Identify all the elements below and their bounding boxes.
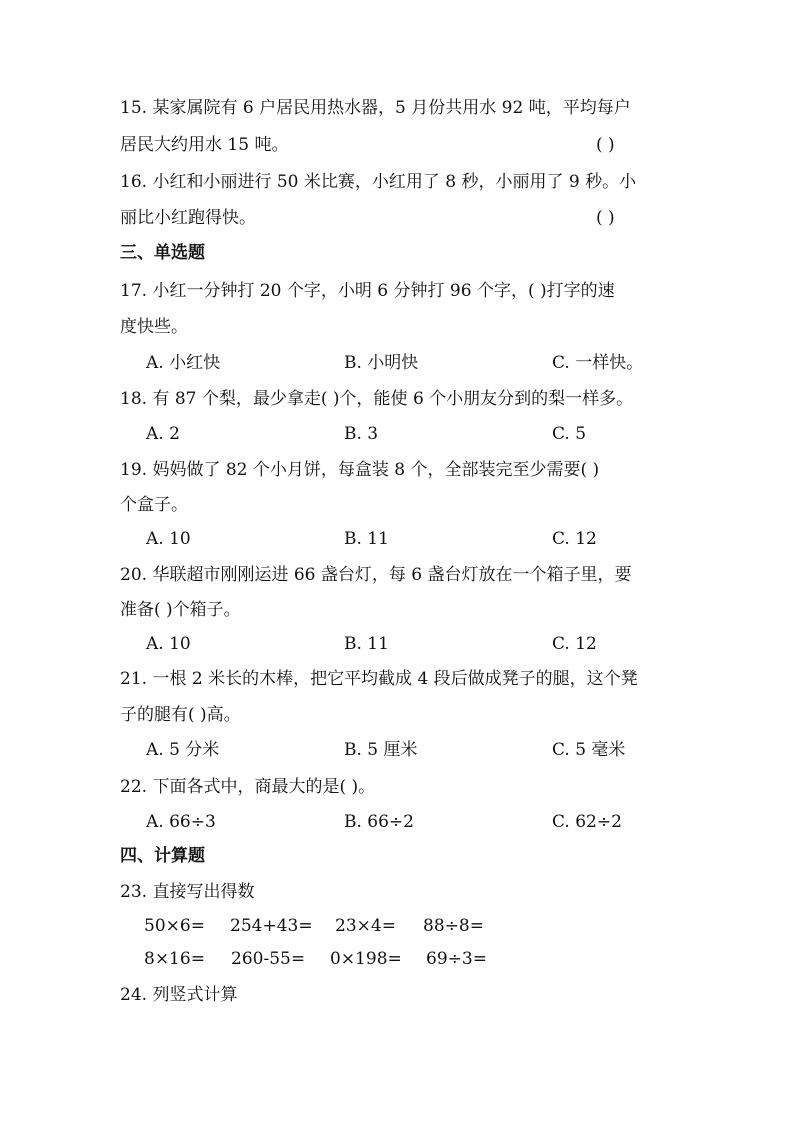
question-16-line-1: 16. 小红和小丽进行 50 米比赛，小红用了 8 秒，小丽用了 9 秒。小 <box>120 172 637 192</box>
q21-option-b[interactable]: B. 5 厘米 <box>344 740 418 760</box>
calc-item: 23×4= <box>335 916 396 936</box>
calc-item: 88÷8= <box>423 916 484 936</box>
question-21-line-2: 子的腿有( )高。 <box>120 705 241 725</box>
q22-option-a[interactable]: A. 66÷3 <box>146 812 216 832</box>
question-24-title: 24. 列竖式计算 <box>120 985 238 1005</box>
q21-option-a[interactable]: A. 5 分米 <box>146 740 220 760</box>
question-18-line-1: 18. 有 87 个梨，最少拿走( )个，能使 6 个小朋友分到的梨一样多。 <box>120 389 634 409</box>
calc-item: 0×198= <box>330 949 402 969</box>
q17-option-b[interactable]: B. 小明快 <box>344 353 419 373</box>
q21-option-c[interactable]: C. 5 毫米 <box>552 740 626 760</box>
q22-option-b[interactable]: B. 66÷2 <box>344 812 414 832</box>
question-17-line-2: 度快些。 <box>120 317 188 337</box>
question-15-line-2: 居民大约用水 15 吨。 <box>120 135 289 155</box>
q17-option-c[interactable]: C. 一样快。 <box>552 353 644 373</box>
calc-item: 260-55= <box>231 949 306 969</box>
section-title-single-choice: 三、单选题 <box>120 243 205 263</box>
q18-option-b[interactable]: B. 3 <box>344 424 379 444</box>
question-20-line-2: 准备( )个箱子。 <box>120 600 241 620</box>
q18-option-a[interactable]: A. 2 <box>146 424 180 444</box>
question-19-line-1: 19. 妈妈做了 82 个小月饼，每盒装 8 个，全部装完至少需要( ) <box>120 460 600 480</box>
q19-option-b[interactable]: B. 11 <box>344 529 389 549</box>
question-20-line-1: 20. 华联超市刚刚运进 66 盏台灯，每 6 盏台灯放在一个箱子里，要 <box>120 565 632 585</box>
question-17-line-1: 17. 小红一分钟打 20 个字，小明 6 分钟打 96 个字，( )打字的速 <box>120 281 615 301</box>
question-23-title: 23. 直接写出得数 <box>120 882 255 902</box>
question-16-line-2: 丽比小红跑得快。 <box>120 208 256 228</box>
q19-option-a[interactable]: A. 10 <box>146 529 191 549</box>
q20-option-a[interactable]: A. 10 <box>146 634 191 654</box>
question-21-line-1: 21. 一根 2 米长的木棒，把它平均截成 4 段后做成凳子的腿，这个凳 <box>120 669 638 689</box>
calc-item: 69÷3= <box>426 949 487 969</box>
q20-option-b[interactable]: B. 11 <box>344 634 389 654</box>
q18-option-c[interactable]: C. 5 <box>552 424 587 444</box>
question-22-line-1: 22. 下面各式中，商最大的是( )。 <box>120 777 376 797</box>
q17-option-a[interactable]: A. 小红快 <box>146 353 221 373</box>
q20-option-c[interactable]: C. 12 <box>552 634 597 654</box>
answer-blank-15[interactable]: ( ) <box>596 135 615 155</box>
calc-item: 50×6= <box>144 916 205 936</box>
q22-option-c[interactable]: C. 62÷2 <box>552 812 622 832</box>
calc-item: 8×16= <box>144 949 205 969</box>
answer-blank-16[interactable]: ( ) <box>596 208 615 228</box>
q19-option-c[interactable]: C. 12 <box>552 529 597 549</box>
calc-item: 254+43= <box>230 916 313 936</box>
question-19-line-2: 个盒子。 <box>120 495 188 515</box>
question-15-line-1: 15. 某家属院有 6 户居民用热水器，5 月份共用水 92 吨，平均每户 <box>120 98 631 118</box>
section-title-calculation: 四、计算题 <box>120 846 205 866</box>
